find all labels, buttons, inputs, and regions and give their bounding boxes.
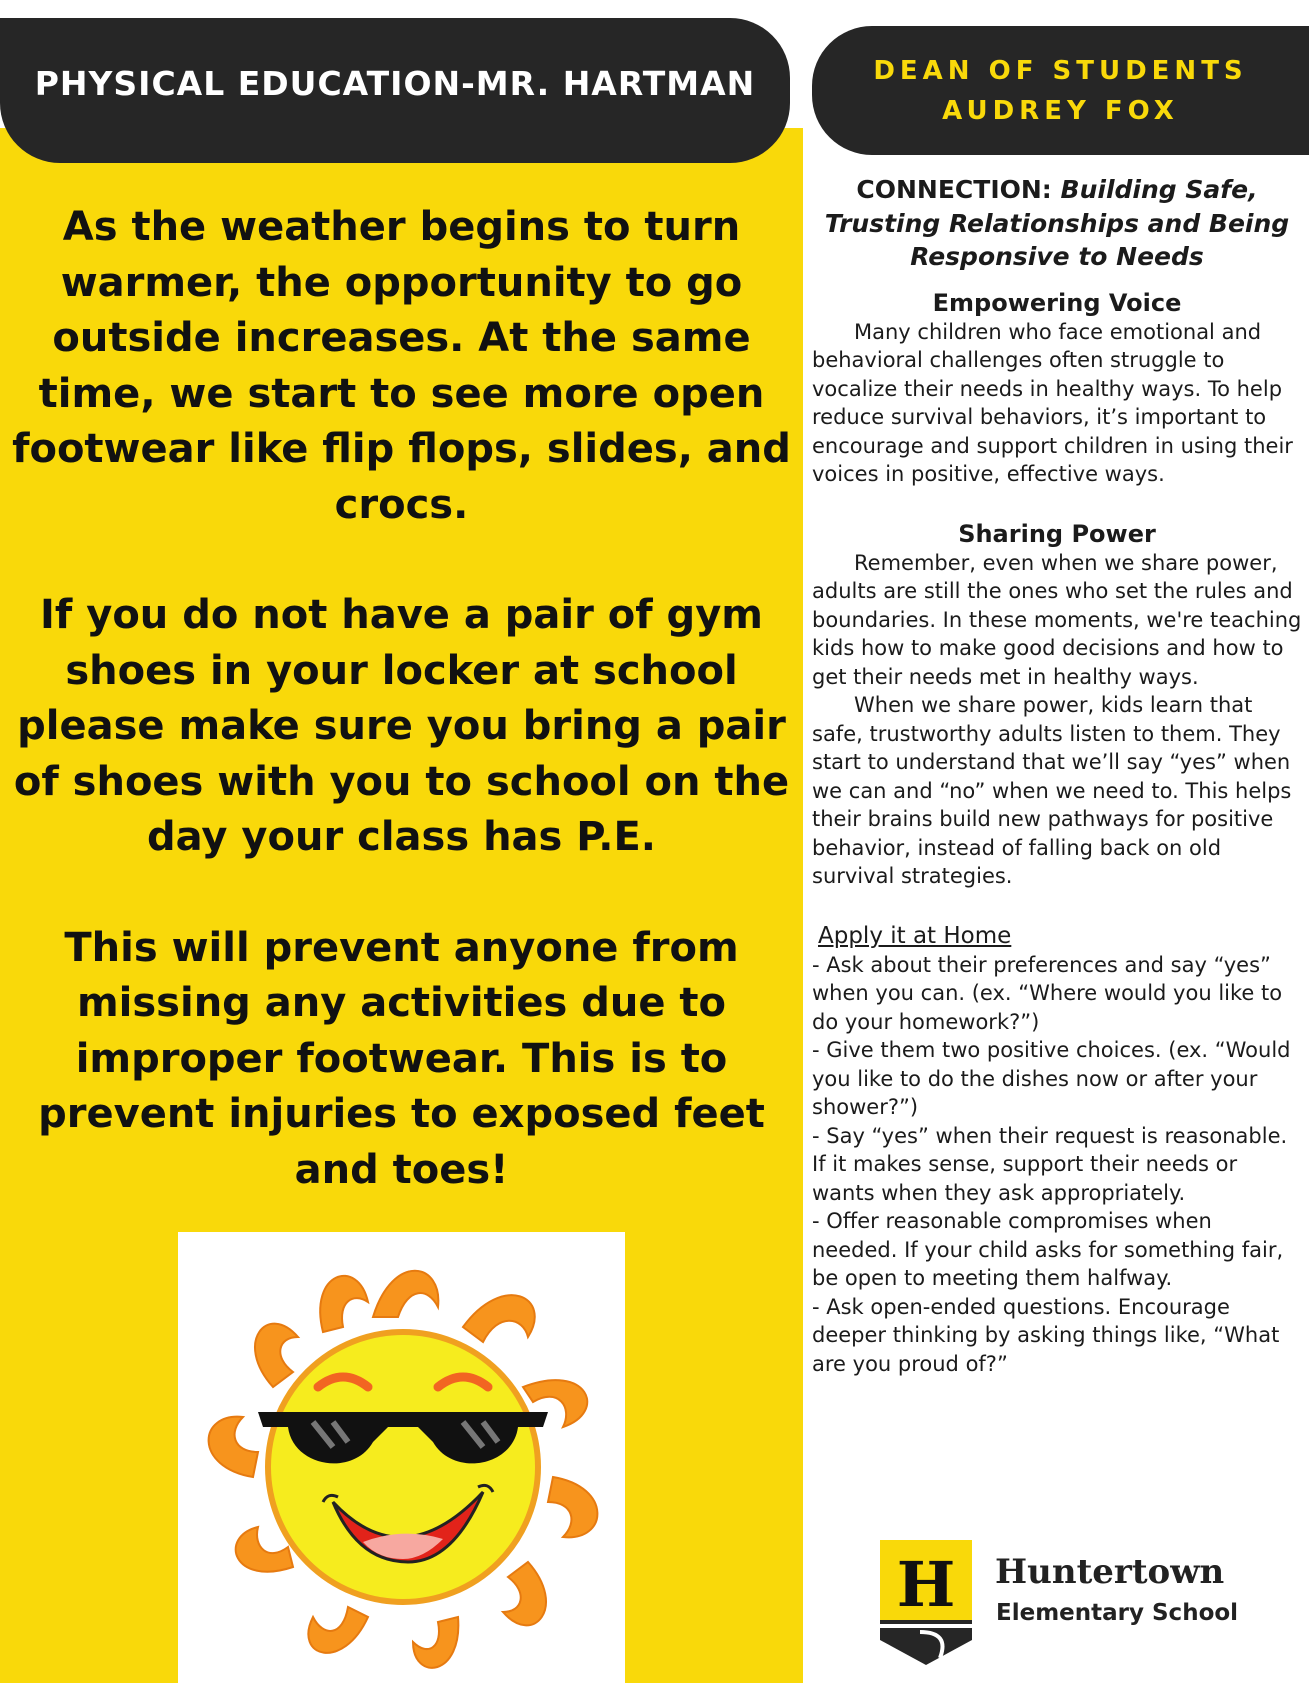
empowering-voice-heading: Empowering Voice (932, 288, 1182, 317)
connection-heading (812, 173, 1302, 274)
apply-item-3: - Say “yes” when their request is reasonable. If it makes sense, support their needs or wants when they ask appropriately. (812, 1123, 1288, 1205)
sharing-power-text-1: Remember, even when we share power, adults are still the ones who set the rules and boundaries. In these moments, we're teaching kids how to make good decisions and how to get their needs met in healthy ways. (812, 550, 1302, 689)
pe-paragraph-1: As the weather begins to turn warmer, the opportunity to go outside increases. At the same time, we start to see more open footwear like flip flops, slides, and crocs. (12, 204, 791, 528)
pe-header (0, 18, 790, 163)
dean-column (812, 173, 1302, 1378)
dean-header (812, 26, 1309, 155)
pe-paragraph-2: If you do not have a pair of gym shoes in your locker at school please make sure you bring a pair of shoes with you to school on the day your class has P.E. (13, 592, 790, 860)
logo-letter: H (896, 1548, 956, 1621)
sharing-power-text-2: When we share power, kids learn that safe, trustworthy adults listen to them. They start to understand that we’ll say “yes” when we can and “no” when we need to. This helps their brains build new pathways for positive behavior, instead of falling back on old survival strategies. (812, 693, 1292, 888)
sharing-power-heading: Sharing Power (958, 519, 1156, 548)
apply-item-4: - Offer reasonable compromises when needed. If your child asks for something fair, be open to meeting them halfway. (812, 1209, 1284, 1290)
connection-title: Building Safe, Trusting Relationships and Being Responsive to Needs (824, 175, 1290, 271)
pe-paragraph-3: This will prevent anyone from missing any activities due to improper footwear. This is to prevent injuries to exposed feet and toes! (38, 924, 765, 1193)
pe-header-title: PHYSICAL EDUCATION-MR. HARTMAN (34, 64, 756, 103)
connection-label: CONNECTION: (856, 175, 1061, 204)
school-logo (880, 1540, 1280, 1670)
pe-announcement (0, 200, 803, 1198)
dean-header-line2: AUDREY FOX (942, 95, 1179, 126)
school-name: Huntertown (995, 1552, 1225, 1592)
apply-item-5: - Ask open-ended questions. Encourage deeper thinking by asking things like, “What are you proud of?” (812, 1294, 1280, 1376)
apply-item-1: - Ask about their preferences and say “yes” when you can. (ex. “Where would you like to do your homework?”) (812, 952, 1283, 1034)
sun-with-sunglasses-icon (178, 1232, 625, 1683)
apply-item-2: - Give them two positive choices. (ex. “Would you like to do the dishes now or after your shower?”) (812, 1038, 1291, 1119)
empowering-voice-text: Many children who face emotional and behavioral challenges often struggle to vocalize their needs in healthy ways. To help reduce survival behaviors, it’s important to encourage and support children in using their voices in positive, effective ways. (812, 319, 1293, 486)
school-subtitle: Elementary School (996, 1600, 1239, 1626)
apply-at-home-heading: Apply it at Home (818, 922, 1012, 949)
shield-icon (880, 1540, 972, 1665)
dean-header-line1: DEAN OF STUDENTS (873, 55, 1248, 86)
